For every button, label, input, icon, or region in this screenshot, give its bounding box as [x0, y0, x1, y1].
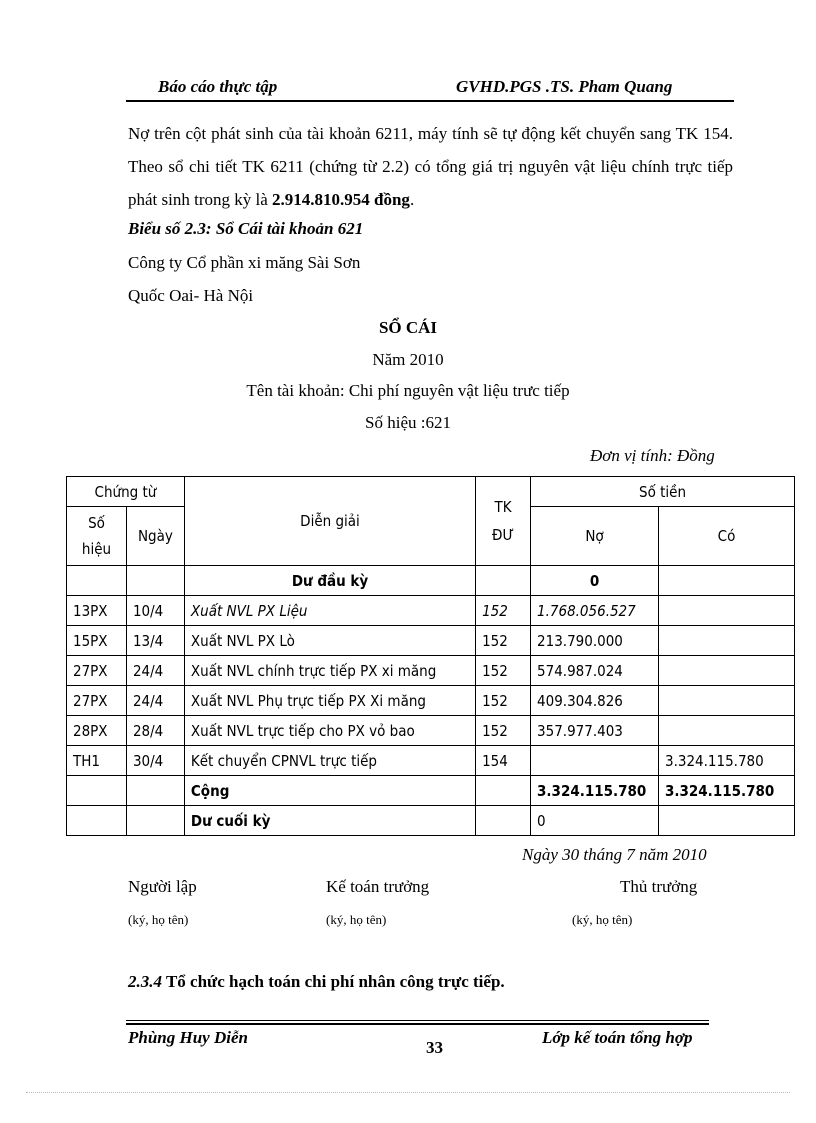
footer-right: Lớp kế toán tổng hợp: [542, 1028, 693, 1047]
year-line: Năm 2010: [372, 350, 444, 369]
account-number-line: Số hiệu :621: [365, 413, 451, 432]
signature-chief-accountant: Kế toán trưởng: [326, 877, 430, 896]
table-row: 13PX 10/4 Xuất NVL PX Liệu 152 1.768.056.527: [67, 596, 795, 626]
header-so-hieu: Số hiệu: [67, 507, 127, 566]
header-rule: [126, 100, 734, 102]
intro-paragraph: Nợ trên cột phát sinh của tài khoản 6211, máy tính sẽ tự động kết chuyển sang TK 154. Theo sổ chi tiết TK 6211 (chứng từ 2.2) có tổng giá trị nguyên vật liệu chính trực tiếp phát sinh trong kỳ là 2.914.810.954 đồng.: [128, 124, 733, 209]
page-number: 33: [426, 1038, 443, 1057]
header-no: Nợ: [531, 507, 659, 566]
signature-note-preparer: (ký, họ tên): [128, 912, 189, 927]
header-left: Báo cáo thực tập: [158, 77, 278, 96]
signature-note-director: (ký, họ tên): [572, 912, 633, 927]
table-row: 15PX 13/4 Xuất NVL PX Lò 152 213.790.000: [67, 626, 795, 656]
footer-rule-top: [126, 1020, 709, 1021]
table-row-total: Cộng 3.324.115.780 3.324.115.780: [67, 776, 795, 806]
unit-line: Đơn vị tính: Đồng: [590, 446, 715, 465]
table-row-opening: Dư đầu kỳ 0: [67, 566, 795, 596]
page-edge-divider: [26, 1092, 790, 1093]
account-name-line: Tên tài khoản: Chi phí nguyên vật liệu trưc tiếp: [246, 381, 570, 400]
table-row: 27PX 24/4 Xuất NVL Phụ trực tiếp PX Xi măng 152 409.304.826: [67, 686, 795, 716]
table-row: TH1 30/4 Kết chuyển CPNVL trực tiếp 154 3.324.115.780: [67, 746, 795, 776]
section-heading: 2.3.4 Tổ chức hạch toán chi phí nhân công trực tiếp.: [128, 972, 505, 991]
table-row-closing: Dư cuối kỳ 0: [67, 806, 795, 836]
company-address: Quốc Oai- Hà Nội: [128, 286, 254, 305]
header-right: GVHD.PGS .TS. Pham Quang: [456, 77, 673, 96]
signature-preparer: Người lập: [128, 877, 197, 896]
signature-note-chief: (ký, họ tên): [326, 912, 387, 927]
table-row: 28PX 28/4 Xuất NVL trực tiếp cho PX vỏ bao 152 357.977.403: [67, 716, 795, 746]
company-name: Công ty Cổ phần xi măng Sài Sơn: [128, 253, 361, 272]
header-chung-tu: Chứng từ: [67, 477, 185, 507]
footer-rule-bottom: [126, 1023, 709, 1025]
footer-left: Phùng Huy Diễn: [128, 1028, 248, 1047]
header-co: Có: [659, 507, 795, 566]
signature-director: Thủ trưởng: [620, 877, 698, 896]
date-line: Ngày 30 tháng 7 năm 2010: [522, 845, 707, 864]
header-tk-du: TK ĐƯ: [476, 477, 531, 566]
header-ngay: Ngày: [126, 507, 184, 566]
intro-bold-amount: 2.914.810.954 đồng: [272, 190, 410, 209]
table-row: 27PX 24/4 Xuất NVL chính trực tiếp PX xi măng 152 574.987.024: [67, 656, 795, 686]
header-dien-giai: Diễn giải: [184, 477, 475, 566]
figure-label: Biểu số 2.3: Sổ Cái tài khoản 621: [128, 219, 364, 238]
ledger-table: [66, 476, 795, 836]
ledger-title: SỔ CÁI: [378, 318, 438, 337]
header-so-tien: Số tiền: [531, 477, 795, 507]
